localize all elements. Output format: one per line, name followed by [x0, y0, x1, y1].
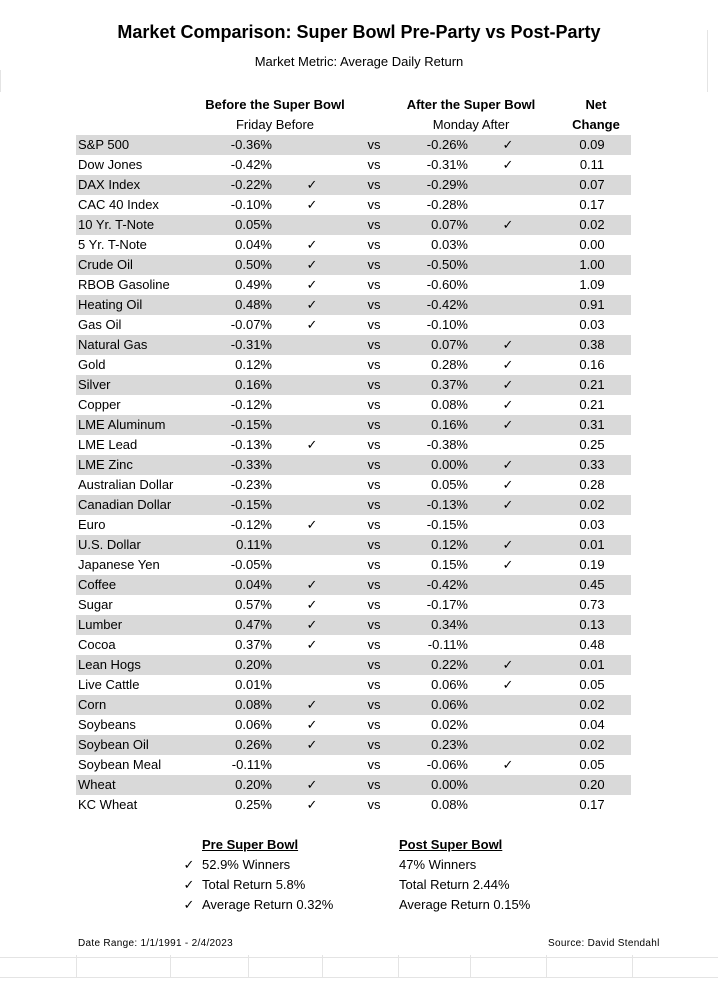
market-name: 10 Yr. T-Note: [78, 217, 155, 232]
before-value: 0.26%: [235, 737, 272, 752]
check-icon: ✓: [502, 417, 514, 432]
net-change-value: 0.04: [579, 717, 605, 732]
before-value: 0.57%: [235, 597, 272, 612]
table-row: [76, 255, 631, 275]
source-credit: Source: David Stendahl: [548, 938, 660, 949]
market-name: Live Cattle: [78, 677, 140, 692]
before-value: -0.12%: [230, 397, 272, 412]
vs-label: vs: [367, 357, 381, 372]
vs-label: vs: [367, 517, 381, 532]
vs-label: vs: [367, 217, 381, 232]
market-name: LME Aluminum: [78, 417, 166, 432]
net-change-value: 0.00: [579, 237, 605, 252]
before-value: -0.15%: [230, 417, 272, 432]
date-range: Date Range: 1/1/1991 - 2/4/2023: [78, 938, 233, 949]
before-value: -0.42%: [230, 157, 272, 172]
vs-label: vs: [367, 477, 381, 492]
vs-label: vs: [367, 797, 381, 812]
check-icon: ✓: [306, 317, 318, 332]
before-value: -0.11%: [231, 757, 272, 772]
market-name: CAC 40 Index: [78, 197, 159, 212]
vs-label: vs: [367, 317, 381, 332]
table-row: [76, 275, 631, 295]
table-row: [76, 155, 631, 175]
check-icon: ✓: [306, 517, 318, 532]
market-name: Natural Gas: [78, 337, 148, 352]
after-value: 0.02%: [431, 717, 468, 732]
vs-label: vs: [367, 377, 381, 392]
check-icon: ✓: [183, 877, 195, 892]
check-icon: ✓: [502, 377, 514, 392]
table-row: [76, 715, 631, 735]
after-value: 0.05%: [431, 477, 468, 492]
table-row: [76, 775, 631, 795]
net-change-value: 0.16: [579, 357, 605, 372]
market-name: Soybean Meal: [78, 757, 162, 772]
check-icon: ✓: [502, 217, 514, 232]
table-row: [76, 215, 631, 235]
pre-summary-title: Pre Super Bowl: [202, 837, 299, 852]
gridline: [248, 955, 249, 977]
check-icon: ✓: [502, 357, 514, 372]
market-name: DAX Index: [78, 177, 141, 192]
market-name: U.S. Dollar: [78, 537, 141, 552]
market-name: Corn: [78, 697, 107, 712]
check-icon: ✓: [502, 457, 514, 472]
after-value: -0.50%: [426, 257, 468, 272]
after-value: 0.03%: [431, 237, 468, 252]
before-value: 0.49%: [235, 277, 272, 292]
after-value: -0.42%: [426, 297, 468, 312]
after-value: 0.37%: [431, 377, 468, 392]
before-value: 0.12%: [235, 357, 272, 372]
table-row: [76, 735, 631, 755]
vs-label: vs: [367, 177, 381, 192]
before-value: 0.08%: [235, 697, 272, 712]
market-name: RBOB Gasoline: [78, 277, 170, 292]
net-change-value: 0.45: [579, 577, 605, 592]
net-change-value: 0.11: [579, 157, 605, 172]
before-value: 0.48%: [235, 297, 272, 312]
after-value: 0.22%: [431, 657, 468, 672]
after-value: -0.31%: [426, 157, 468, 172]
table-row: [76, 135, 631, 155]
gridline: [632, 955, 633, 977]
before-value: 0.04%: [235, 577, 272, 592]
post-total-text: Total Return 2.44%: [399, 877, 510, 892]
net-change-value: 0.33: [579, 457, 605, 472]
pre-summary-winners: [183, 855, 333, 875]
after-subheader: Monday After: [432, 117, 510, 132]
before-value: -0.13%: [230, 437, 272, 452]
table-row: [76, 495, 631, 515]
net-change-value: 0.03: [579, 317, 605, 332]
market-name: Canadian Dollar: [78, 497, 172, 512]
after-value: -0.10%: [426, 317, 468, 332]
before-value: 0.11%: [236, 537, 272, 552]
check-icon: ✓: [502, 677, 514, 692]
after-value: 0.28%: [431, 357, 468, 372]
table-row: [76, 415, 631, 435]
check-icon: ✓: [502, 397, 514, 412]
post-summary: [399, 835, 530, 915]
before-value: 0.05%: [235, 217, 272, 232]
market-name: LME Lead: [78, 437, 138, 452]
check-icon: ✓: [306, 257, 318, 272]
before-value: 0.20%: [235, 777, 272, 792]
vs-label: vs: [367, 657, 381, 672]
net-change-value: 0.05: [579, 677, 605, 692]
vs-label: vs: [367, 637, 381, 652]
check-icon: ✓: [183, 897, 195, 912]
after-value: -0.17%: [426, 597, 468, 612]
market-name: Silver: [78, 377, 111, 392]
net-change-value: 1.00: [579, 257, 605, 272]
gridline: [170, 955, 171, 977]
table-row: [76, 675, 631, 695]
after-value: -0.11%: [427, 637, 468, 652]
gridline: [0, 957, 718, 958]
net-change-value: 0.25: [579, 437, 605, 452]
check-icon: ✓: [502, 157, 514, 172]
net-change-value: 0.07: [579, 177, 605, 192]
after-value: 0.08%: [431, 797, 468, 812]
net-change-value: 0.20: [579, 777, 605, 792]
after-value: -0.15%: [426, 517, 468, 532]
check-icon: ✓: [502, 557, 514, 572]
pre-total-text: Total Return 5.8%: [202, 877, 306, 892]
vs-label: vs: [367, 277, 381, 292]
table-row: [76, 755, 631, 775]
market-name: S&P 500: [78, 137, 130, 152]
before-value: -0.23%: [230, 477, 272, 492]
net-change-value: 0.01: [579, 657, 605, 672]
table-row: [76, 655, 631, 675]
market-name: Soybeans: [78, 717, 136, 732]
after-value: 0.08%: [431, 397, 468, 412]
net-change-value: 0.02: [579, 737, 605, 752]
table-row: [76, 475, 631, 495]
market-name: Cocoa: [78, 637, 116, 652]
before-value: 0.04%: [235, 237, 272, 252]
before-value: 0.20%: [235, 657, 272, 672]
before-value: -0.10%: [230, 197, 272, 212]
after-header: After the Super Bowl: [406, 97, 536, 112]
after-value: -0.06%: [426, 757, 468, 772]
vs-label: vs: [367, 697, 381, 712]
market-name: Gold: [78, 357, 106, 372]
comparison-table: [76, 135, 631, 815]
after-value: -0.38%: [426, 437, 468, 452]
market-name: Coffee: [78, 577, 117, 592]
before-value: -0.22%: [230, 177, 272, 192]
table-row: [76, 395, 631, 415]
vs-label: vs: [367, 337, 381, 352]
market-name: Japanese Yen: [78, 557, 160, 572]
net-change-value: 0.03: [579, 517, 605, 532]
table-row: [76, 295, 631, 315]
pre-average-text: Average Return 0.32%: [202, 897, 334, 912]
before-value: 0.47%: [235, 617, 272, 632]
market-name: Sugar: [78, 597, 113, 612]
check-icon: ✓: [306, 297, 318, 312]
vs-label: vs: [367, 197, 381, 212]
net-change-value: 0.17: [579, 197, 605, 212]
table-row: [76, 535, 631, 555]
market-name: Copper: [78, 397, 121, 412]
vs-label: vs: [367, 597, 381, 612]
page-title: Market Comparison: Super Bowl Pre-Party vs Post-Party: [117, 22, 601, 42]
after-value: 0.15%: [431, 557, 468, 572]
market-name: Lumber: [78, 617, 123, 632]
vs-label: vs: [367, 497, 381, 512]
table-row: [76, 175, 631, 195]
market-name: Dow Jones: [78, 157, 143, 172]
table-row: [76, 695, 631, 715]
table-row: [76, 635, 631, 655]
market-name: Soybean Oil: [78, 737, 149, 752]
net-change-value: 0.31: [579, 417, 605, 432]
table-row: [76, 515, 631, 535]
check-icon: ✓: [306, 717, 318, 732]
table-row: [76, 375, 631, 395]
before-value: 0.06%: [235, 717, 272, 732]
pre-winners-text: 52.9% Winners: [202, 857, 291, 872]
net-change-value: 0.28: [579, 477, 605, 492]
before-value: 0.37%: [235, 637, 272, 652]
after-value: -0.26%: [426, 137, 468, 152]
vs-label: vs: [367, 397, 381, 412]
check-icon: ✓: [502, 657, 514, 672]
net-header: Net: [585, 97, 607, 112]
vs-label: vs: [367, 577, 381, 592]
before-value: -0.07%: [230, 317, 272, 332]
after-value: 0.12%: [431, 537, 468, 552]
net-change-value: 0.02: [579, 497, 605, 512]
vs-label: vs: [367, 297, 381, 312]
table-row: [76, 435, 631, 455]
market-name: Lean Hogs: [78, 657, 141, 672]
after-value: 0.00%: [431, 777, 468, 792]
post-summary-title: Post Super Bowl: [399, 837, 503, 852]
vs-label: vs: [367, 777, 381, 792]
vs-label: vs: [367, 137, 381, 152]
after-value: 0.06%: [431, 677, 468, 692]
market-name: Euro: [78, 517, 106, 532]
after-value: 0.16%: [431, 417, 468, 432]
after-value: -0.29%: [426, 177, 468, 192]
check-icon: ✓: [306, 437, 318, 452]
post-average-text: Average Return 0.15%: [399, 897, 531, 912]
net-change-value: 0.02: [579, 697, 605, 712]
gridline: [398, 955, 399, 977]
before-value: 0.01%: [235, 677, 272, 692]
vs-label: vs: [367, 457, 381, 472]
table-row: [76, 455, 631, 475]
check-icon: ✓: [502, 537, 514, 552]
check-icon: ✓: [306, 777, 318, 792]
net-change-value: 0.38: [579, 337, 605, 352]
net-change-value: 0.13: [579, 617, 605, 632]
check-icon: ✓: [306, 237, 318, 252]
after-value: 0.00%: [431, 457, 468, 472]
before-value: 0.16%: [235, 377, 272, 392]
check-icon: ✓: [306, 197, 318, 212]
table-row: [76, 195, 631, 215]
before-value: 0.50%: [235, 257, 272, 272]
after-value: 0.07%: [431, 337, 468, 352]
after-value: -0.13%: [426, 497, 468, 512]
net-change-value: 0.91: [579, 297, 605, 312]
before-header: Before the Super Bowl: [205, 97, 345, 112]
market-name: Crude Oil: [78, 257, 133, 272]
gridline: [0, 977, 718, 978]
gridline: [322, 955, 323, 977]
pre-summary: [183, 835, 334, 915]
after-value: 0.06%: [431, 697, 468, 712]
vs-label: vs: [367, 737, 381, 752]
table-row: [76, 615, 631, 635]
vs-label: vs: [367, 717, 381, 732]
table-row: [76, 595, 631, 615]
vs-label: vs: [367, 257, 381, 272]
check-icon: ✓: [306, 597, 318, 612]
check-icon: ✓: [306, 177, 318, 192]
before-value: -0.05%: [230, 557, 272, 572]
before-value: 0.25%: [235, 797, 272, 812]
check-icon: ✓: [306, 697, 318, 712]
check-icon: ✓: [502, 477, 514, 492]
before-subheader: Friday Before: [235, 117, 315, 132]
after-value: -0.42%: [426, 577, 468, 592]
pre-summary-total: [183, 875, 333, 895]
gridline: [470, 955, 471, 977]
net-change-value: 0.02: [579, 217, 605, 232]
net-change-value: 0.73: [579, 597, 605, 612]
check-icon: ✓: [502, 757, 514, 772]
check-icon: ✓: [502, 137, 514, 152]
check-icon: ✓: [306, 737, 318, 752]
net-header-line2: Change: [572, 117, 620, 132]
vs-label: vs: [367, 757, 381, 772]
after-value: -0.28%: [426, 197, 468, 212]
table-row: [76, 335, 631, 355]
check-icon: ✓: [502, 337, 514, 352]
check-icon: ✓: [502, 497, 514, 512]
before-value: -0.31%: [230, 337, 272, 352]
market-name: LME Zinc: [78, 457, 133, 472]
table-row: [76, 355, 631, 375]
market-name: 5 Yr. T-Note: [78, 237, 147, 252]
market-name: Gas Oil: [78, 317, 122, 332]
post-winners-text: 47% Winners: [399, 857, 477, 872]
gridline: [0, 70, 1, 92]
net-change-value: 1.09: [579, 277, 605, 292]
after-value: 0.23%: [431, 737, 468, 752]
net-change-value: 0.17: [579, 797, 605, 812]
check-icon: ✓: [306, 277, 318, 292]
check-icon: ✓: [306, 577, 318, 592]
vs-label: vs: [367, 617, 381, 632]
net-change-value: 0.01: [579, 537, 605, 552]
net-change-value: 0.09: [579, 137, 605, 152]
before-value: -0.33%: [230, 457, 272, 472]
market-name: Wheat: [78, 777, 116, 792]
market-name: Heating Oil: [78, 297, 143, 312]
table-row: [76, 315, 631, 335]
before-value: -0.36%: [230, 137, 272, 152]
table-row: [76, 555, 631, 575]
after-value: -0.60%: [426, 277, 468, 292]
table-row: [76, 575, 631, 595]
table-row: [76, 235, 631, 255]
market-name: Australian Dollar: [78, 477, 174, 492]
check-icon: ✓: [306, 797, 318, 812]
pre-summary-average: [183, 895, 334, 915]
check-icon: ✓: [183, 857, 195, 872]
gridline: [546, 955, 547, 977]
vs-label: vs: [367, 417, 381, 432]
after-value: 0.34%: [431, 617, 468, 632]
vs-label: vs: [367, 557, 381, 572]
before-value: -0.15%: [230, 497, 272, 512]
net-change-value: 0.19: [579, 557, 605, 572]
check-icon: ✓: [306, 637, 318, 652]
gridline: [76, 955, 77, 977]
check-icon: ✓: [306, 617, 318, 632]
before-value: -0.12%: [230, 517, 272, 532]
page-subtitle: Market Metric: Average Daily Return: [254, 54, 464, 69]
after-value: 0.07%: [431, 217, 468, 232]
vs-label: vs: [367, 157, 381, 172]
net-change-value: 0.48: [579, 637, 605, 652]
vs-label: vs: [367, 437, 381, 452]
table-row: [76, 795, 631, 815]
vs-label: vs: [367, 237, 381, 252]
net-change-value: 0.21: [579, 397, 605, 412]
vs-label: vs: [367, 677, 381, 692]
net-change-value: 0.05: [579, 757, 605, 772]
net-change-value: 0.21: [579, 377, 605, 392]
market-name: KC Wheat: [78, 797, 138, 812]
vs-label: vs: [367, 537, 381, 552]
